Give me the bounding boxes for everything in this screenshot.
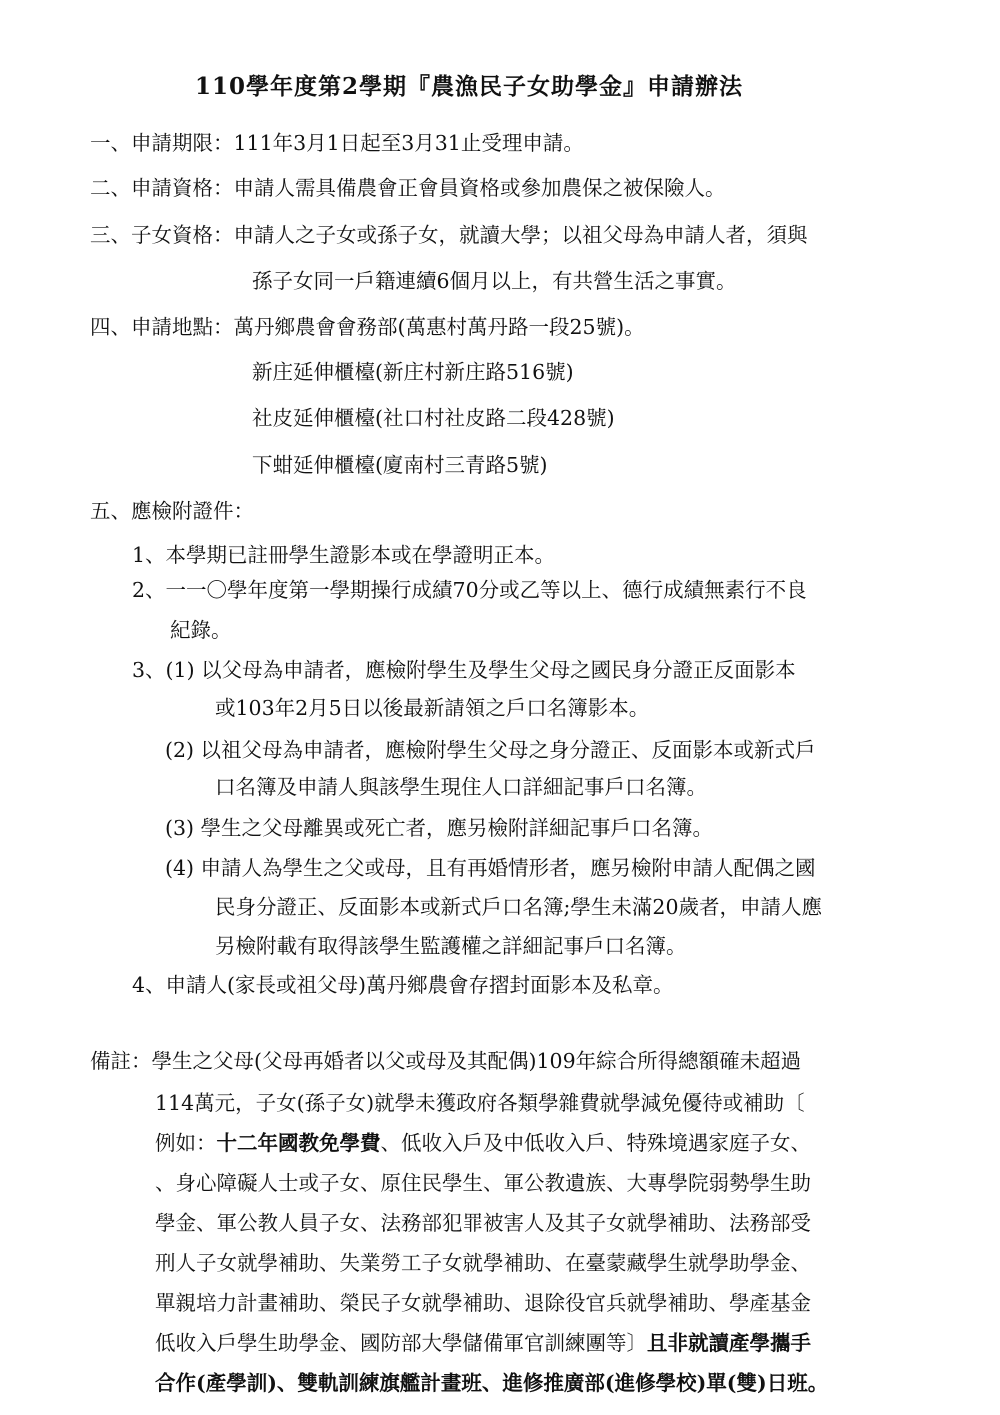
doc-2: 2、一一〇學年度第一學期操行成績70分或乙等以上、德行成績無素行不良 — [132, 578, 807, 602]
remarks-line-1: 備註：學生之父母(父母再婚者以父或母及其配偶)109年綜合所得總額確未超過 — [90, 1049, 802, 1073]
remarks-line-8 — [155, 1328, 811, 1358]
remarks-line-7: 單親培力計畫補助、榮民子女就學補助、退除役官兵就學補助、學產基金 — [155, 1291, 811, 1315]
doc-3-4-cont1: 民身分證正、反面影本或新式戶口名簿;學生未滿20歲者，申請人應 — [215, 895, 822, 919]
item-children-qualification: 三、子女資格：申請人之子女或孫子女，就讀大學；以祖父母為申請人者，須與 — [90, 223, 808, 247]
item-children-qualification-cont: 孫子女同一戶籍連續6個月以上，有共營生活之事實。 — [252, 269, 737, 293]
doc-1: 1、本學期已註冊學生證影本或在學證明正本。 — [132, 543, 556, 567]
remarks-line-3 — [155, 1128, 811, 1158]
doc-2-cont: 紀錄。 — [170, 618, 232, 642]
remarks-line-9: 合作(產學訓)、雙軌訓練旗艦計畫班、進修推廣部(進修學校)單(雙)日班。 — [155, 1371, 829, 1395]
remarks-not-enrolled: 且非就讀產學攜手 — [647, 1331, 811, 1355]
location-xiahan: 下蚶延伸櫃檯(廈南村三青路5號) — [252, 453, 548, 477]
item-application-qualification: 二、申請資格：申請人需具備農會正會員資格或參加農保之被保險人。 — [90, 176, 726, 200]
remarks-line-2: 114萬元，子女(孫子女)就學未獲政府各類學雜費就學減免優待或補助〔 — [155, 1091, 805, 1115]
remarks-free-tuition: 十二年國教免學費 — [216, 1131, 381, 1155]
remarks-line-5: 學金、軍公教人員子女、法務部犯罪被害人及其子女就學補助、法務部受 — [155, 1211, 811, 1235]
doc-3-2-cont: 口名簿及申請人與該學生現住人口詳細記事戶口名簿。 — [215, 775, 707, 799]
remarks-line-8-text: 低收入戶學生助學金、國防部大學儲備軍官訓練團等〕 — [155, 1331, 647, 1355]
location-shepi: 社皮延伸櫃檯(社口村社皮路二段428號) — [252, 406, 615, 430]
doc-4: 4、申請人(家長或祖父母)萬丹鄉農會存摺封面影本及私章。 — [132, 973, 674, 997]
remarks-line-4: 、身心障礙人士或子女、原住民學生、軍公教遺族、大專學院弱勢學生助 — [155, 1171, 811, 1195]
doc-3-1-cont: 或103年2月5日以後最新請領之戶口名簿影本。 — [215, 696, 650, 720]
page-title: 110學年度第2學期『農漁民子女助學金』申請辦法 — [195, 73, 744, 100]
remarks-line-3-rest: 、低收入戶及中低收入戶、特殊境遇家庭子女、 — [380, 1131, 811, 1155]
doc-3-4: (4) 申請人為學生之父或母，且有再婚情形者，應另檢附申請人配偶之國 — [165, 856, 816, 880]
doc-3-3: (3) 學生之父母離異或死亡者，應另檢附詳細記事戶口名簿。 — [165, 816, 714, 840]
item-application-period: 一、申請期限：111年3月1日起至3月31止受理申請。 — [90, 131, 584, 155]
doc-3-2: (2) 以祖父母為申請者，應檢附學生父母之身分證正、反面影本或新式戶 — [165, 738, 816, 762]
doc-3-4-cont2: 另檢附載有取得該學生監護權之詳細記事戶口名簿。 — [215, 934, 687, 958]
doc-3-1: 3、(1) 以父母為申請者，應檢附學生及學生父母之國民身分證正反面影本 — [132, 658, 796, 682]
remarks-example-label: 例如： — [155, 1131, 217, 1155]
location-xinzhuang: 新庄延伸櫃檯(新庄村新庄路516號) — [252, 360, 574, 384]
item-required-documents: 五、應檢附證件： — [90, 499, 254, 523]
remarks-line-6: 刑人子女就學補助、失業勞工子女就學補助、在臺蒙藏學生就學助學金、 — [155, 1251, 811, 1275]
item-application-location: 四、申請地點：萬丹鄉農會會務部(萬惠村萬丹路一段25號)。 — [90, 315, 645, 339]
